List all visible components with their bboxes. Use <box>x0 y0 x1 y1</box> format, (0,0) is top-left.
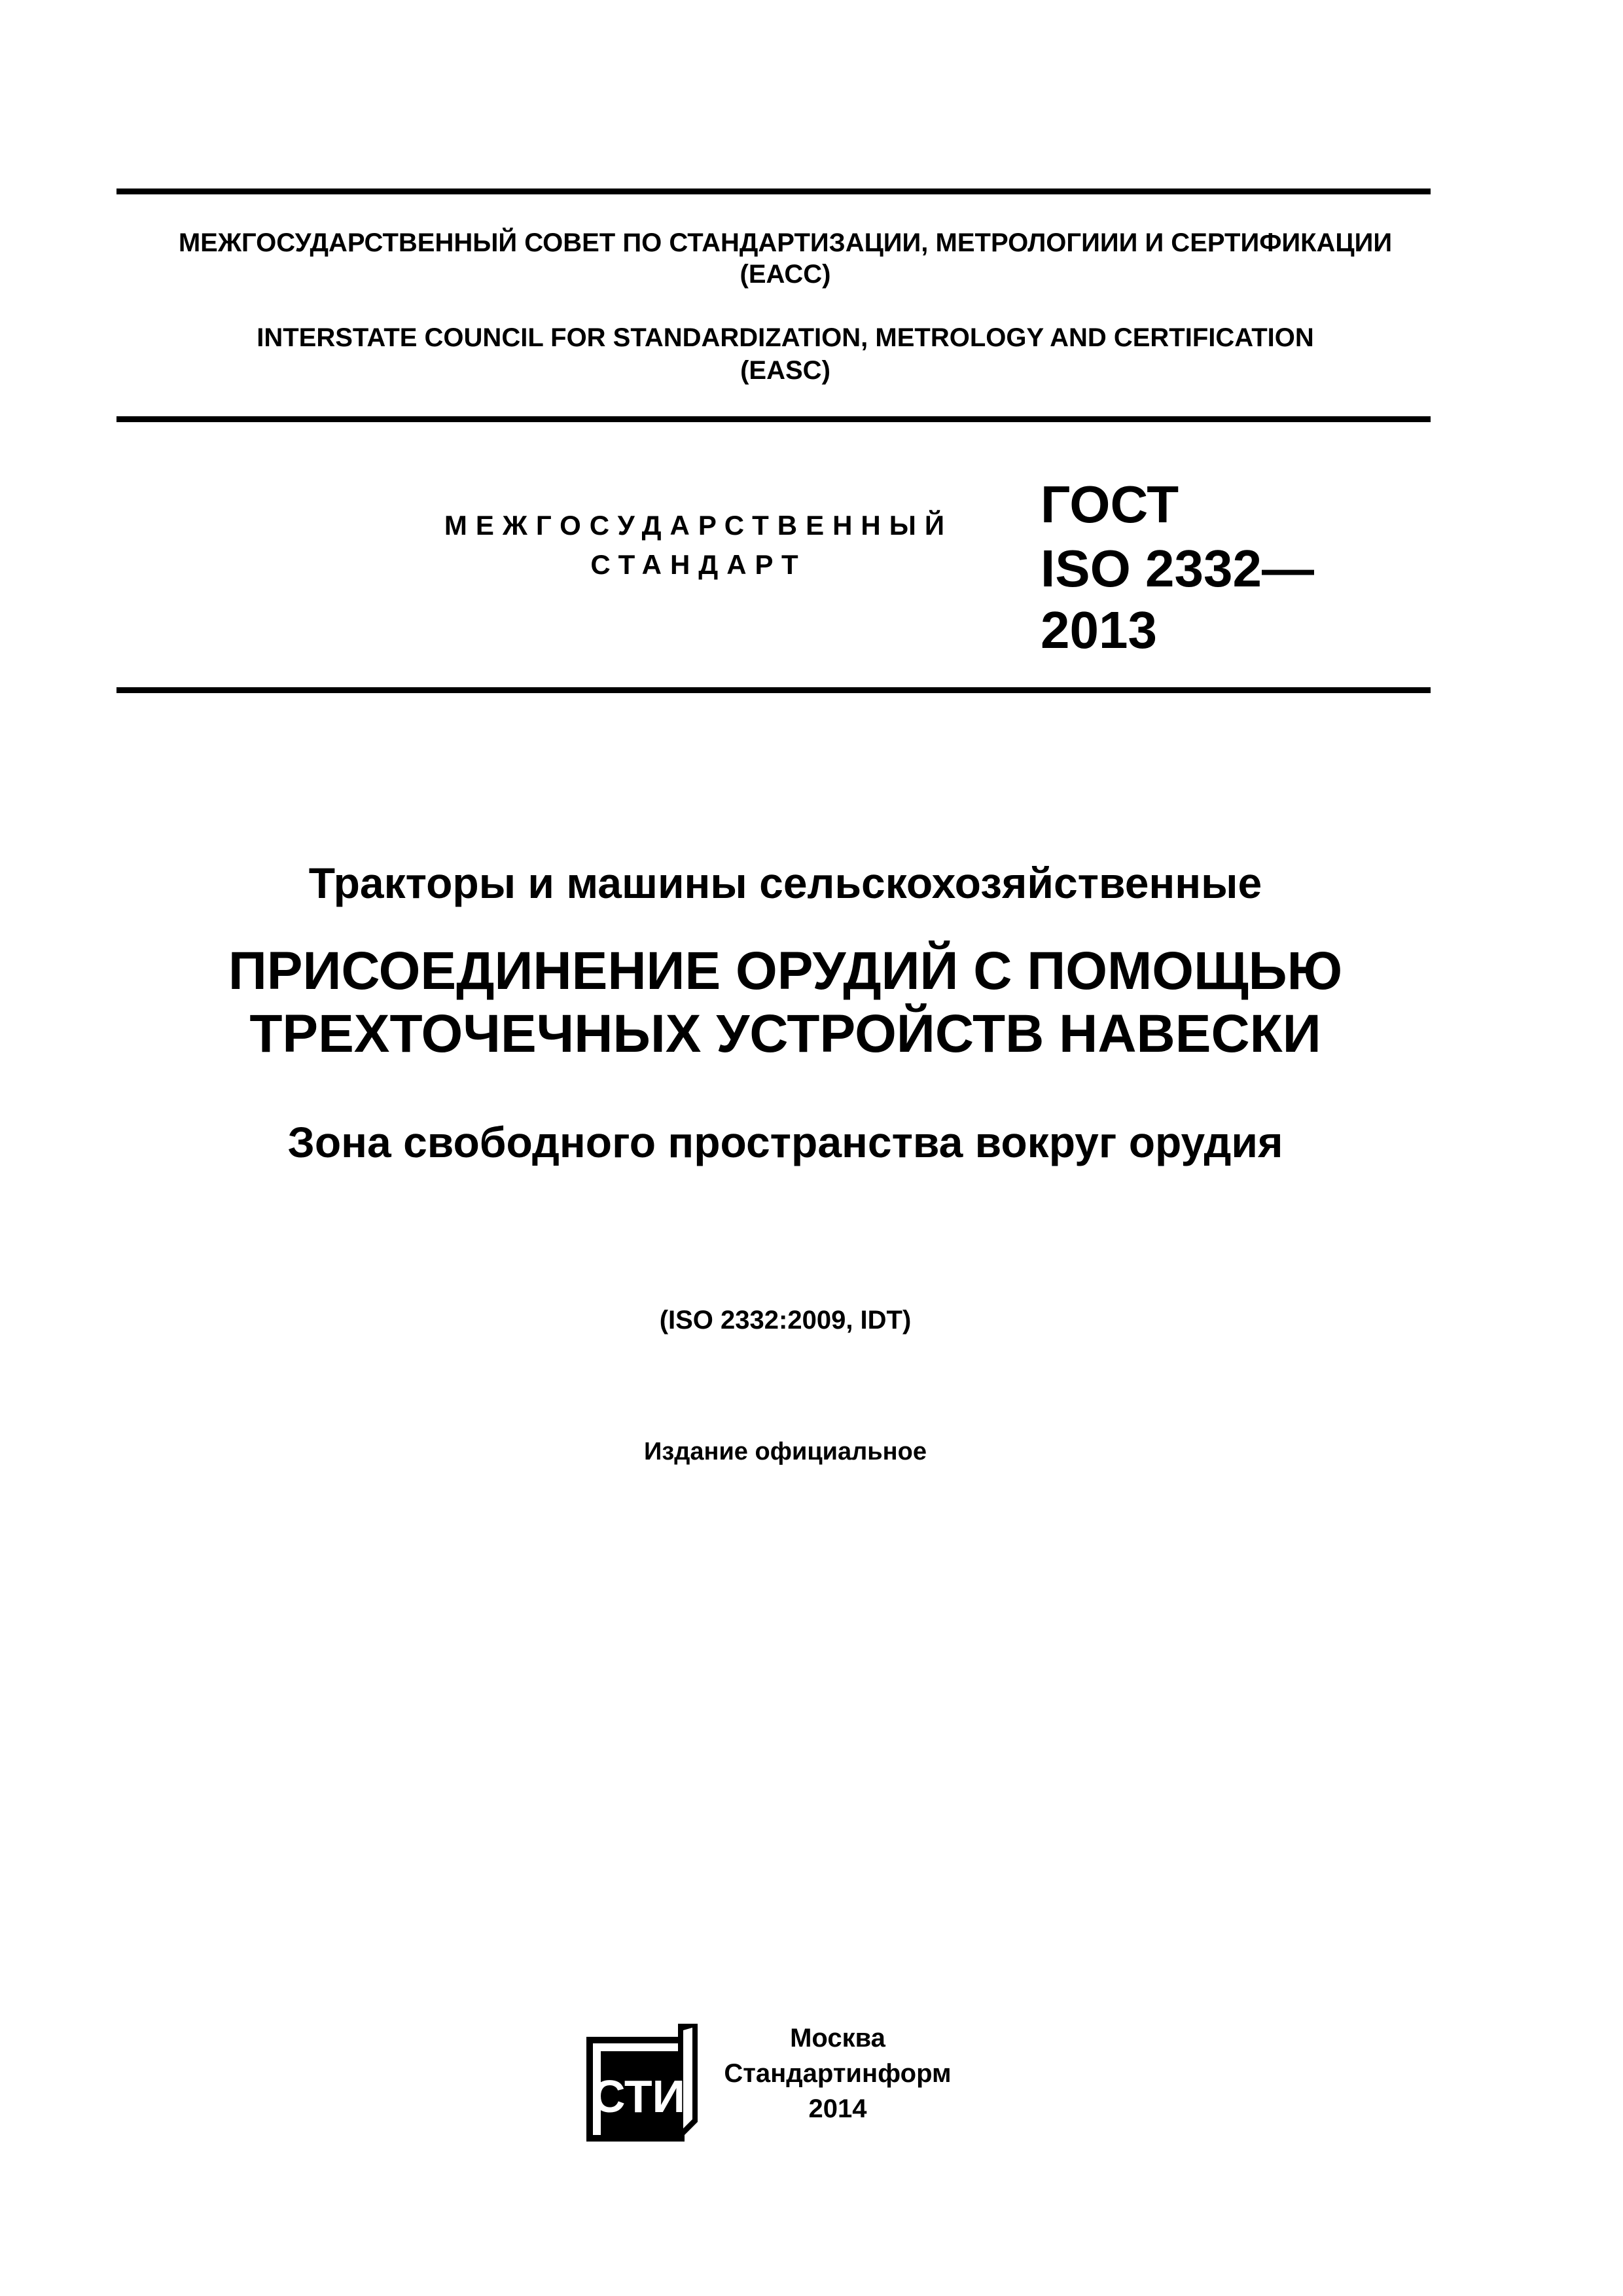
standartinform-logo-icon <box>586 2024 698 2142</box>
gost-label: ГОСТ <box>1041 475 1179 533</box>
council-en-line1: INTERSTATE COUNCIL FOR STANDARDIZATION, METROLOGY AND CERTIFICATION <box>257 323 1314 352</box>
standard-year: 2013 <box>1041 601 1157 659</box>
document-part-title: Зона свободного пространства вокруг орудия <box>287 1118 1283 1166</box>
top-rule <box>116 188 1431 194</box>
edition-label: Издание официальное <box>644 1438 927 1465</box>
standard-number: ISO 2332— <box>1041 539 1315 598</box>
document-title-line1: ПРИСОЕДИНЕНИЕ ОРУДИЙ С ПОМОЩЬЮ <box>228 941 1343 1001</box>
council-rule <box>116 416 1431 422</box>
council-ru-line2: (ЕАСС) <box>740 260 831 289</box>
standard-rule <box>116 687 1431 693</box>
council-en-line2: (EASC) <box>740 356 830 385</box>
iso-reference: (ISO 2332:2009, IDT) <box>659 1306 912 1335</box>
publisher-year: 2014 <box>808 2094 867 2123</box>
publisher-city: Москва <box>790 2024 885 2053</box>
council-ru-line1: МЕЖГОСУДАРСТВЕННЫЙ СОВЕТ ПО СТАНДАРТИЗАЦИИ, МЕТРОЛОГИИИ И СЕРТИФИКАЦИИ <box>178 228 1393 257</box>
standard-label-line1: МЕЖГОСУДАРСТВЕННЫЙ <box>444 510 954 541</box>
document-subtitle: Тракторы и машины сельскохозяйственные <box>308 859 1262 907</box>
document-title-line2: ТРЕХТОЧЕЧНЫХ УСТРОЙСТВ НАВЕСКИ <box>249 1004 1321 1064</box>
standard-label-line2: СТАНДАРТ <box>590 549 807 580</box>
logo-text: СТИ <box>592 2071 685 2122</box>
publisher-name: Стандартинформ <box>724 2059 952 2088</box>
